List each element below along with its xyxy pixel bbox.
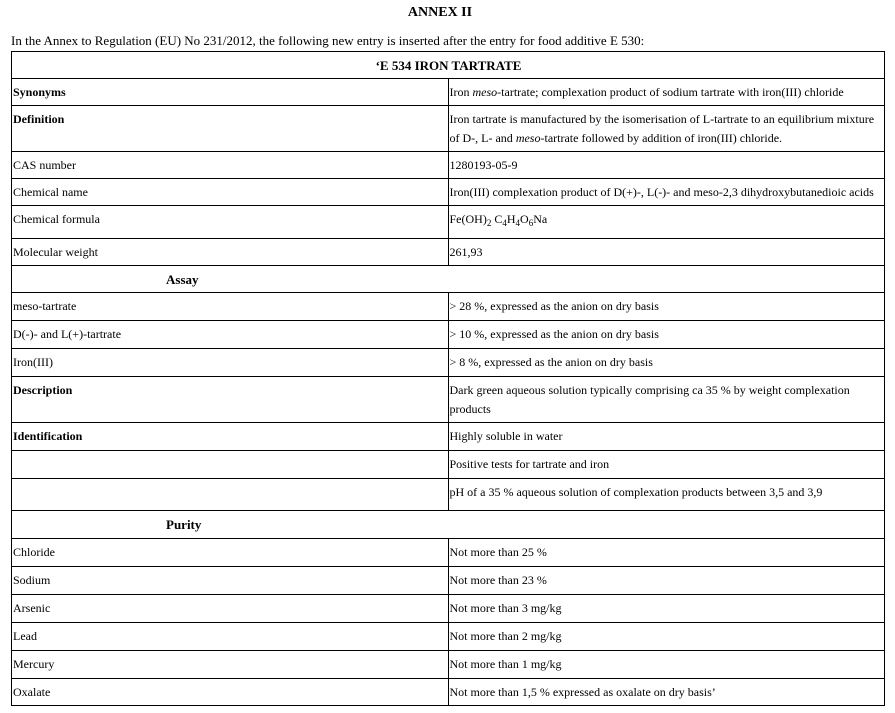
purity-label: Oxalate (12, 679, 449, 706)
chemical-formula-value: $Fe(OH)_2$ $C_4H_4O_6Na$ (448, 206, 885, 239)
assay-label: Iron(III) (12, 349, 449, 377)
purity-label: Chloride (12, 539, 449, 567)
purity-label: Sodium (12, 567, 449, 595)
purity-label: Mercury (12, 651, 449, 679)
assay-value: > 8 %, expressed as the anion on dry basis (448, 349, 885, 377)
chemical-name-value: Iron(III) complexation product of D(+)-, L(-)- and meso-2,3 dihydroxybutanedioic acids (448, 179, 885, 206)
purity-value: Not more than 23 % (448, 567, 885, 595)
cas-value: 1280193-05-9 (448, 152, 885, 179)
identification-value: pH of a 35 % aqueous solution of complexation products between 3,5 and 3,9 (448, 479, 885, 511)
purity-heading: Purity (12, 511, 885, 539)
cas-label: CAS number (12, 152, 449, 179)
description-label: Description (12, 377, 449, 423)
identification-value: Highly soluble in water (448, 423, 885, 451)
purity-value: Not more than 25 % (448, 539, 885, 567)
purity-label: Arsenic (12, 595, 449, 623)
purity-value: Not more than 1 mg/kg (448, 651, 885, 679)
description-value: Dark green aqueous solution typically comprising ca 35 % by weight complexation products (448, 377, 885, 423)
synonyms-label: Synonyms (12, 79, 449, 106)
chemical-formula-label: Chemical formula (12, 206, 449, 239)
assay-value: > 10 %, expressed as the anion on dry basis (448, 321, 885, 349)
annex-title: ANNEX II (407, 5, 473, 20)
purity-value: Not more than 3 mg/kg (448, 595, 885, 623)
purity-label: Lead (12, 623, 449, 651)
molecular-weight-label: Molecular weight (12, 239, 449, 266)
purity-value: Not more than 1,5 % expressed as oxalate on dry basis’ (448, 679, 885, 706)
assay-heading: Assay (12, 266, 885, 293)
definition-label: Definition (12, 106, 449, 152)
assay-value: > 28 %, expressed as the anion on dry basis (448, 293, 885, 321)
empty-cell (12, 451, 449, 479)
chemical-name-label: Chemical name (12, 179, 449, 206)
intro-text: In the Annex to Regulation (EU) No 231/2012, the following new entry is inserted after the entry for food additive E 530: (11, 33, 645, 48)
synonyms-value: Iron meso-tartrate; complexation product of sodium tartrate with iron(III) chloride (448, 79, 885, 106)
definition-value: Iron tartrate is manufactured by the isomerisation of L-tartrate to an equilibrium mixture of D-, L- and meso-tartrate followed by addition of iron(III) chloride. (448, 106, 885, 152)
assay-label: meso-tartrate (12, 293, 449, 321)
molecular-weight-value: 261,93 (448, 239, 885, 266)
identification-label: Identification (12, 423, 449, 451)
specification-table (11, 51, 885, 706)
empty-cell (12, 479, 449, 511)
purity-value: Not more than 2 mg/kg (448, 623, 885, 651)
table-heading: ‘E 534 IRON TARTRATE (12, 52, 885, 79)
assay-label: D(-)- and L(+)-tartrate (12, 321, 449, 349)
identification-value: Positive tests for tartrate and iron (448, 451, 885, 479)
